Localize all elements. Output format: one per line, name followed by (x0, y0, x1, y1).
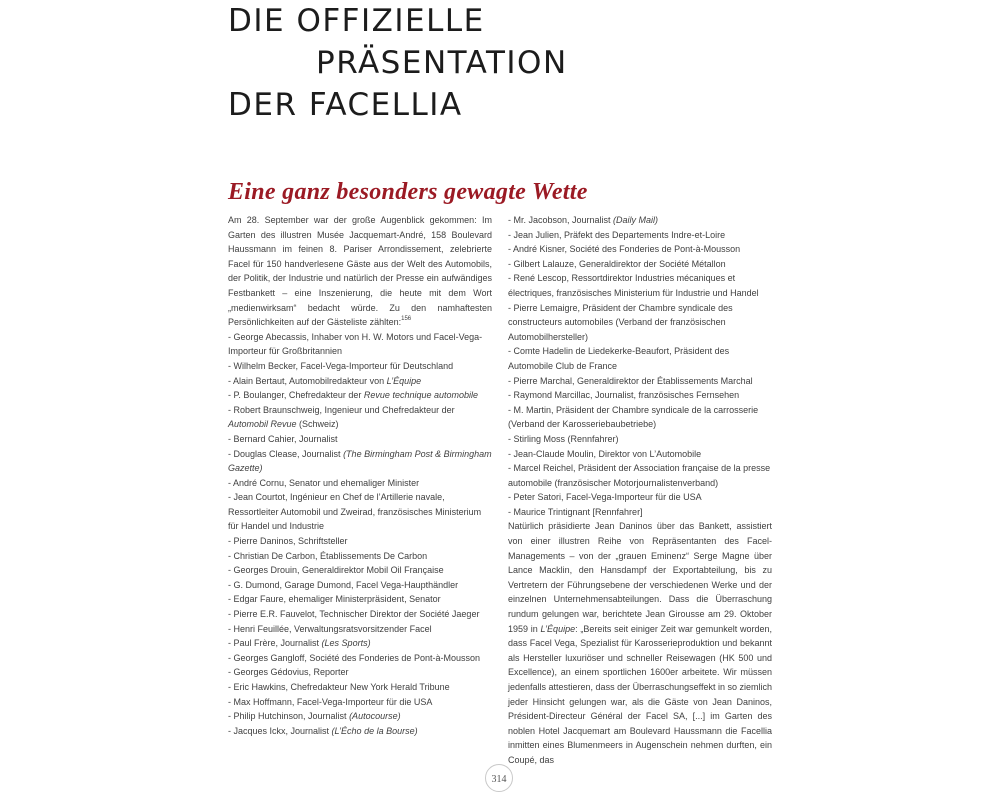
intro-paragraph (228, 213, 492, 330)
guest-entry-text: - Pierre E.R. Fauvelot, Technischer Direktor der Société Jaeger (228, 609, 480, 620)
guest-entry-text: - Jean Courtot, Ingénieur en Chef de l’Artillerie navale, Ressortleiter Automobil und Zweirad, französisches Ministerium für Handel und Industrie (228, 492, 482, 532)
guest-entry-text: - Paul Frère, Journalist (228, 638, 322, 649)
guest-entry-publication: Revue technique automobile (363, 390, 478, 401)
guest-entry-text: - Peter Satori, Facel-Vega-Importeur für die USA (508, 492, 702, 503)
title-line-3: DER FACELLIA (228, 87, 463, 123)
guest-list-item (228, 330, 492, 359)
guest-list-item (508, 374, 772, 389)
guest-entry-text: - Georges Gangloff, Société des Fonderies de Pont-à-Mousson (228, 652, 480, 663)
guest-entry-publication: (The Birmingham Post & Birmingham Gazette) (228, 448, 492, 474)
guest-entry-text: - Philip Hutchinson, Journalist (228, 711, 350, 722)
guest-list-item (228, 534, 492, 549)
page-number: 314 (491, 773, 507, 785)
guest-entry-text: - Robert Braunschweig, Ingenieur und Chefredakteur der (228, 404, 455, 415)
guest-entry-text: - P. Boulanger, Chefredakteur der (228, 390, 364, 401)
guest-entry-text: - Bernard Cahier, Journalist (228, 433, 338, 444)
closing-text-before: Natürlich präsidierte Jean Daninos über das Bankett, assistiert von einer illustren Reihe von Repräsentanten des Facel-Managements – von der „grauen Eminenz“ Serge Magne über Lance Macklin, den Hansdampf der Exportabteilung, bis zu Vertretern der Führungsebene der verschiedenen Werke und der einzelnen Unternehmensabteilungen. Dass die Überraschung rundum gelungen war, berichtete Jean Girousse am 29. Oktober 1959 in (508, 521, 772, 634)
guest-list-item (228, 622, 492, 637)
guest-entry-text: - Mr. Jacobson, Journalist (508, 215, 614, 225)
guest-entry-publication: (Autocourse) (349, 711, 401, 722)
guest-entry-text: - René Lescop, Ressortdirektor Industries mécaniques et électriques, französisches Ministerium für Industrie und Handel (508, 273, 759, 298)
guest-list-item (228, 607, 492, 622)
closing-source: L’Équipe (540, 623, 576, 634)
guest-list-item (508, 228, 772, 243)
guest-entry-text: - Maurice Trintignant [Rennfahrer] (508, 506, 643, 517)
title-line-1: DIE OFFIZIELLE (228, 3, 485, 39)
guest-entry-text: - André Cornu, Senator und ehemaliger Minister (228, 477, 420, 488)
guest-entry-text: - G. Dumond, Garage Dumond, Facel Vega-Haupthändler (228, 579, 459, 590)
guest-list-item (228, 447, 492, 476)
page-number-badge (479, 764, 519, 794)
guest-entry-text: - Jean Julien, Präfekt des Departements Indre-et-Loire (508, 229, 726, 240)
guest-entry-text: - Max Hoffmann, Facel-Vega-Importeur für die USA (228, 696, 433, 707)
guest-entry-text: - Edgar Faure, ehemaliger Ministerpräsident, Senator (228, 594, 441, 605)
guest-entry-text: - Christian De Carbon, Établissements De Carbon (228, 550, 428, 561)
guest-list-item (508, 242, 772, 257)
guest-entry-suffix: (Schweiz) (296, 419, 339, 430)
guest-entry-text: - André Kisner, Société des Fonderies de Pont-à-Mousson (508, 244, 741, 255)
guest-list-item (228, 636, 492, 651)
guest-list-item (228, 374, 492, 389)
guest-entry-text: - Alain Bertaut, Automobilredakteur von (228, 375, 387, 386)
guest-list-right (508, 213, 772, 519)
guest-entry-text: - Jacques Ickx, Journalist (228, 725, 332, 736)
guest-entry-text: - Marcel Reichel, Präsident der Association française de la presse automobile (französischer Motorjournalistenverband) (508, 463, 771, 488)
guest-entry-text: - Georges Drouin, Generaldirektor Mobil Oil Française (228, 565, 444, 576)
guest-list-item (228, 388, 492, 403)
guest-list-item (228, 490, 492, 534)
guest-list-item (228, 680, 492, 695)
guest-entry-text: - M. Martin, Präsident der Chambre syndicale de la carrosserie (Verband der Karosseriebaubetriebe) (508, 404, 759, 430)
guest-entry-text: - Stirling Moss (Rennfahrer) (508, 433, 619, 444)
guest-entry-text: - Pierre Marchal, Generaldirektor der Établissements Marchal (508, 375, 753, 386)
guest-list-item (228, 549, 492, 564)
guest-list-item (508, 344, 772, 373)
title-line-2: PRÄSENTATION (316, 45, 568, 81)
guest-entry-text: - Georges Gédovius, Reporter (228, 667, 349, 678)
guest-entry-publication: Automobil Revue (228, 419, 297, 430)
guest-list-item (508, 213, 772, 228)
guest-entry-text: - George Abecassis, Inhaber von H. W. Motors und Facel-Vega-Importeur für Großbritannien (228, 331, 483, 357)
guest-entry-publication: (Daily Mail) (613, 215, 659, 225)
guest-list-left (228, 330, 492, 739)
guest-list-item (508, 301, 772, 345)
closing-paragraph (508, 519, 772, 767)
guest-entry-text: - Comte Hadelin de Liedekerke-Beaufort, Präsident des Automobile Club de France (508, 346, 730, 371)
closing-text-after: : „Bereits seit einiger Zeit war gemunkelt worden, dass Facel Vega, Spezialist für Karosserieproduktion und bekannt als Hersteller luxuriöser und schneller Reisewagen (HK 500 und Excellence), an einem sportlichen 1600er arbeitete. Wir müssen jedenfalls attestieren, dass der Überraschungseffekt in so ziemlich jeder Hinsicht gelungen war, als die Gäste von Jean Daninos, Président-Directeur Général der Facel SA, [...] im Garten des noblen Hotel Jacquemart am Boulevard Haussmann die Facellia inmitten eines Blumenmeers in Augenschein nehmen durften, ein Coupé, das (508, 623, 772, 765)
guest-list-item (508, 461, 772, 490)
guest-entry-publication: (Les Sports) (321, 638, 371, 649)
guest-list-item (228, 592, 492, 607)
footnote-ref: 156 (401, 316, 412, 323)
guest-entry-text: - Wilhelm Becker, Facel-Vega-Importeur für Deutschland (228, 360, 454, 371)
guest-entry-publication: (L’Écho de la Bourse) (331, 725, 418, 736)
guest-list-item (228, 651, 492, 666)
right-column (508, 213, 772, 768)
guest-list-item (508, 490, 772, 505)
guest-list-item (508, 432, 772, 447)
page-title (228, 0, 568, 126)
guest-entry-text: - Raymond Marcillac, Journalist, französisches Fernsehen (508, 390, 740, 401)
guest-entry-text: - Eric Hawkins, Chefredakteur New York Herald Tribune (228, 682, 450, 692)
guest-list-item (228, 578, 492, 593)
guest-list-item (228, 665, 492, 680)
guest-list-item (508, 447, 772, 462)
guest-entry-publication: L’Équipe (386, 375, 422, 386)
guest-list-item (228, 563, 492, 578)
guest-list-item (228, 724, 492, 739)
guest-entry-text: - Douglas Clease, Journalist (228, 448, 344, 459)
guest-list-item (228, 432, 492, 447)
guest-list-item (228, 476, 492, 491)
guest-list-item (228, 695, 492, 710)
guest-entry-text: - Pierre Daninos, Schriftsteller (228, 536, 348, 547)
section-subtitle: Eine ganz besonders gewagte Wette (228, 179, 588, 205)
intro-text: Am 28. September war der große Augenblick gekommen: Im Garten des illustren Musée Jacquemart-André, 158 Boulevard Haussmann im feinen 8. Pariser Arrondissement, zelebrierte Facel für 150 handverlesene Gäste aus der Welt des Automobils, der Politik, der Industrie und natürlich der Presse ein aufwändiges Festbankett – eine Inszenierung, die heute mit dem Wort „medienwirksam“ bedacht würde. Zu den namhaftesten Persönlichkeiten auf der Gästeliste zählten: (228, 215, 492, 328)
guest-list-item (508, 257, 772, 272)
guest-list-item (508, 388, 772, 403)
guest-list-item (508, 271, 772, 300)
left-column (228, 213, 492, 738)
guest-list-item (508, 403, 772, 432)
guest-entry-text: - Henri Feuillée, Verwaltungsratsvorsitzender Facel (228, 623, 432, 634)
guest-list-item (228, 403, 492, 432)
guest-entry-text: - Jean-Claude Moulin, Direktor von L’Automobile (508, 448, 702, 459)
guest-list-item (228, 359, 492, 374)
guest-list-item (508, 505, 772, 520)
guest-entry-text: - Pierre Lemaigre, Präsident der Chambre syndicale des constructeurs automobiles (Verband der französischen Automobilhersteller) (508, 302, 733, 342)
guest-list-item (228, 709, 492, 724)
guest-entry-text: - Gilbert Lalauze, Generaldirektor der Société Métallon (508, 258, 726, 269)
